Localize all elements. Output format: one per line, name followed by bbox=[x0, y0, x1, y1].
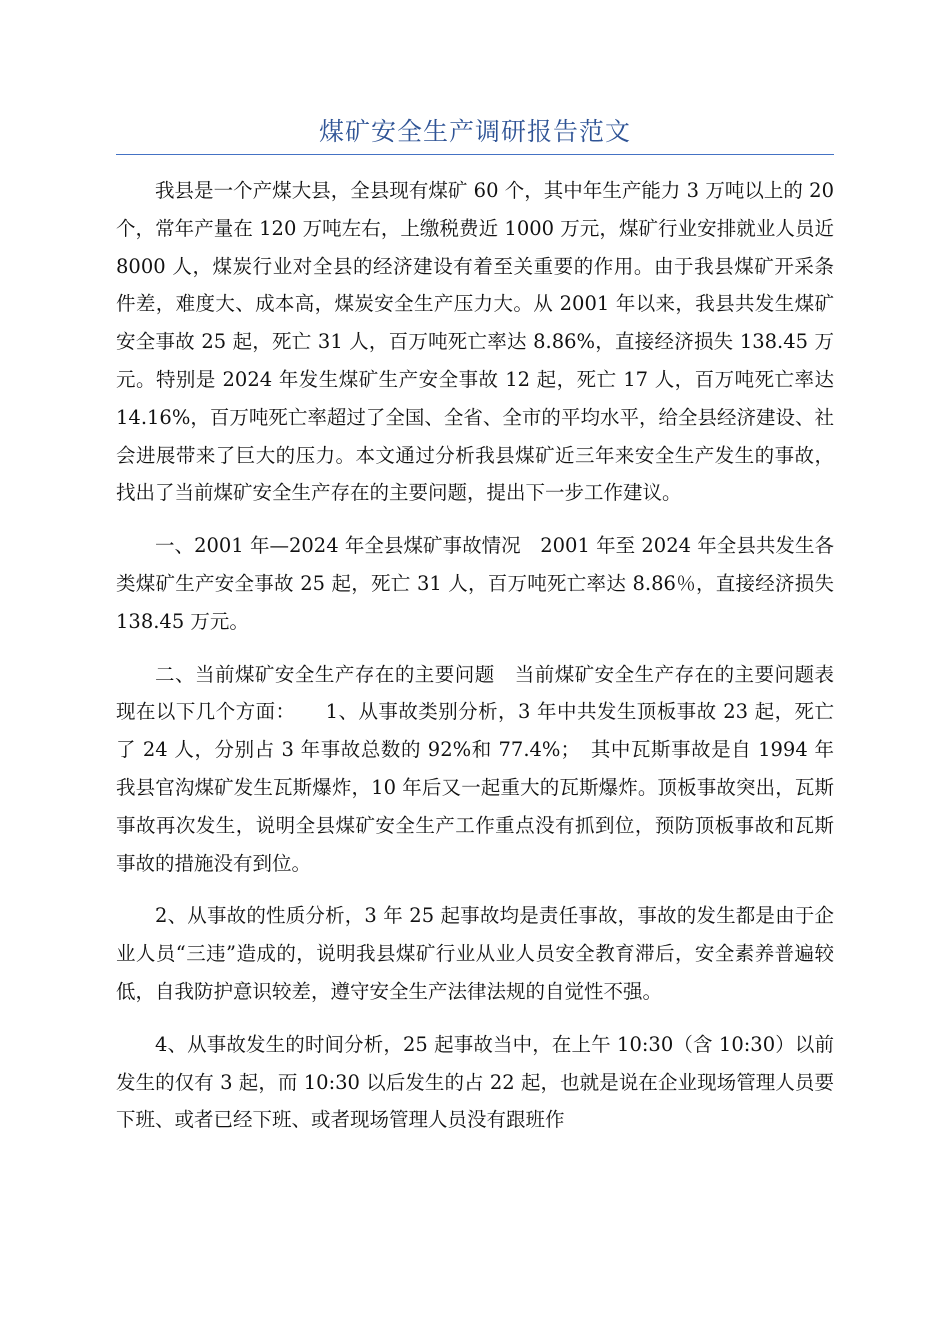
paragraph-intro: 我县是一个产煤大县，全县现有煤矿 60 个，其中年生产能力 3 万吨以上的 20 个，常年产量在 120 万吨左右，上缴税费近 1000 万元，煤矿行业安排就业人员近 8000 人，煤炭行业对全县的经济建设有着至关重要的作用。由于我县煤矿开采条件差，难度大、成本高，煤炭安全生产压力大。从 2001 年以来，我县共发生煤矿安全事故 25 起，死亡 31 人，百万吨死亡率达 8.86%，直接经济损失 138.45 万元。特别是 2024 年发生煤矿生产安全事故 12 起，死亡 17 人，百万吨死亡率达 14.16%，百万吨死亡率超过了全国、全省、全市的平均水平，给全县经济建设、社会进展带来了巨大的压力。本文通过分析我县煤矿近三年来安全生产发生的事故，找出了当前煤矿安全生产存在的主要问题，提出下一步工作建议。 bbox=[116, 179, 834, 505]
paragraph-section-one: 一、2001 年—2024 年全县煤矿事故情况 2001 年至 2024 年全县共发生各类煤矿生产安全事故 25 起，死亡 31 人，百万吨死亡率达 8.86％，直接经济损失 138.45 万元。 bbox=[116, 534, 834, 633]
paragraph-point-four: 4、从事故发生的时间分析，25 起事故当中，在上午 10:30（含 10:30）以前发生的仅有 3 起，而 10:30 以后发生的占 22 起，也就是说在企业现场管理人员要下班、或者已经下班、或者现场管理人员没有跟班作 bbox=[116, 1032, 834, 1132]
title-underline bbox=[116, 154, 834, 155]
document-title: 煤矿安全生产调研报告范文 bbox=[318, 117, 631, 146]
paragraph-section-two: 二、当前煤矿安全生产存在的主要问题 当前煤矿安全生产存在的主要问题表现在以下几个方面： 1、从事故类别分析，3 年中共发生顶板事故 23 起，死亡了 24 人，分别占 3 年事故总数的 92%和 77.4%； 其中瓦斯事故是自 1994 年我县官沟煤矿发生瓦斯爆炸，10 年后又一起重大的瓦斯爆炸。顶板事故突出，瓦斯事故再次发生，说明全县煤矿安全生产工作重点没有抓到位，预防顶板事故和瓦斯事故的措施没有到位。 bbox=[116, 662, 834, 875]
document-body bbox=[116, 172, 834, 1154]
paragraph-point-two: 2、从事故的性质分析，3 年 25 起事故均是责任事故，事故的发生都是由于企业人员“三违”造成的，说明我县煤矿行业从业人员安全教育滞后，安全素养普遍较低，自我防护意识较差，遵守安全生产法律法规的自觉性不强。 bbox=[116, 904, 834, 1003]
